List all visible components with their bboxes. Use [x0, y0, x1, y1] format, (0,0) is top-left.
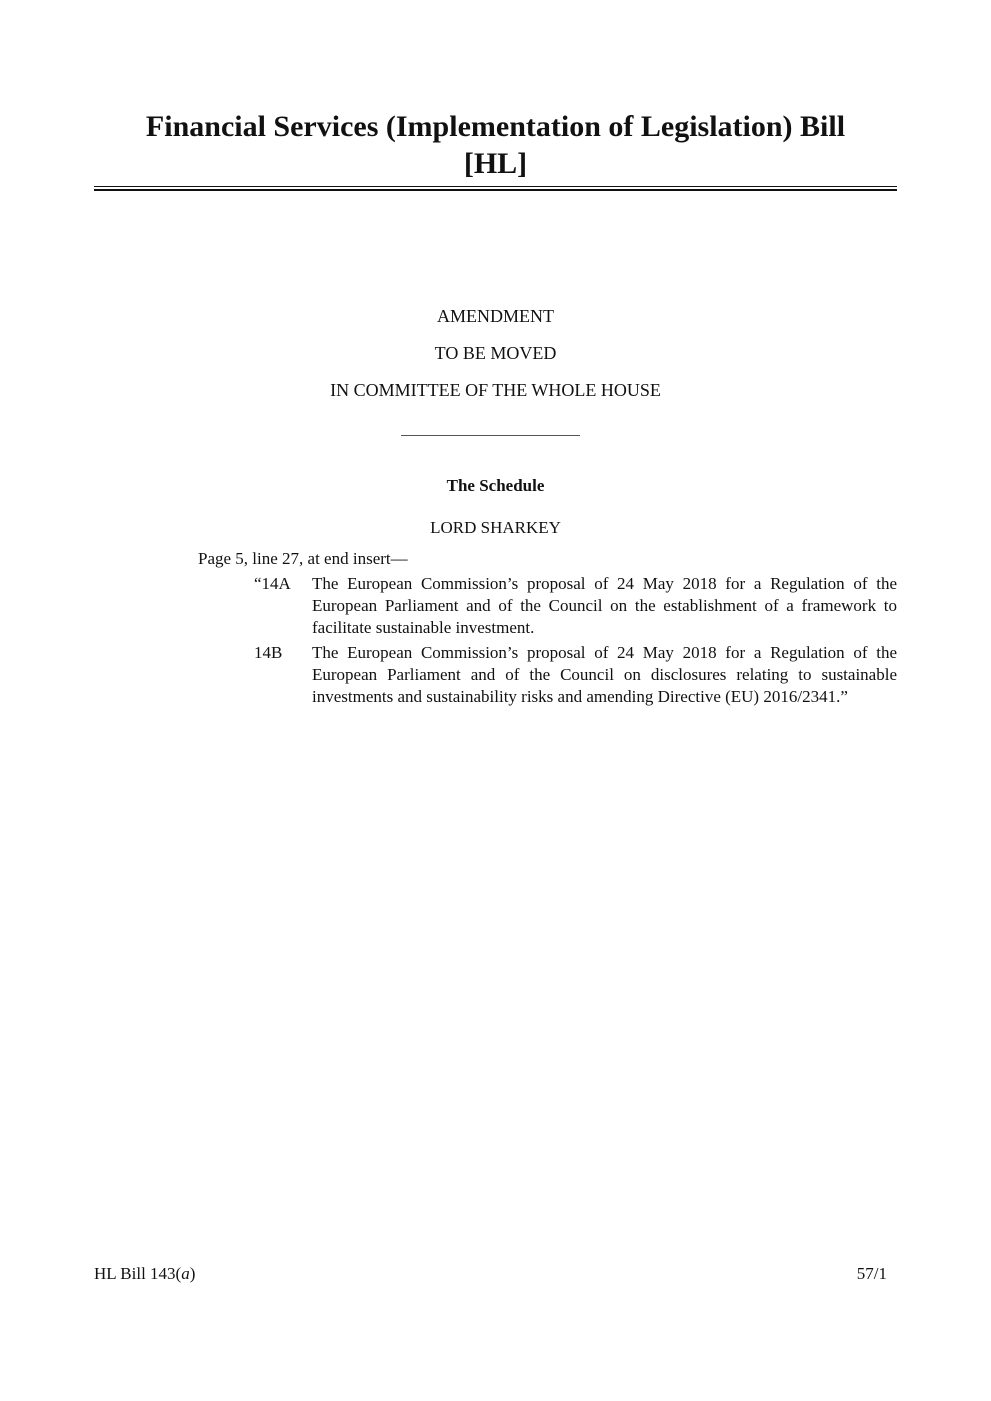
- heading-to-be-moved: TO BE MOVED: [434, 343, 557, 363]
- bill-ref-prefix: HL Bill 143(: [94, 1264, 182, 1283]
- paragraph-number: 14B: [254, 643, 283, 662]
- amendment-paragraph-14b: [254, 642, 897, 708]
- paragraph-text: The European Commission’s proposal of 24 May 2018 for a Regulation of the European Parliament and of the Council on the establishment of a framework to facilitate sustainable investment.: [312, 574, 897, 637]
- paragraph-text: The European Commission’s proposal of 24 May 2018 for a Regulation of the European Parliament and of the Council on disclosures relating to sustainable investments and sustainability risks and amending Directive (EU) 2016/2341.”: [312, 643, 897, 706]
- bill-ref-italic: a: [181, 1264, 190, 1283]
- paragraph-number: “14A: [254, 574, 291, 593]
- document-title: [94, 108, 897, 182]
- bill-ref-suffix: ): [189, 1264, 196, 1283]
- title-line-2: [HL]: [463, 147, 528, 180]
- mover-name: LORD SHARKEY: [430, 518, 561, 537]
- separator-rule: [401, 435, 580, 436]
- heading-committee: IN COMMITTEE OF THE WHOLE HOUSE: [330, 380, 661, 400]
- amendment-instruction: Page 5, line 27, at end insert—: [198, 549, 408, 568]
- amendment-paragraph-14a: [254, 573, 897, 639]
- section-heading: The Schedule: [446, 476, 545, 495]
- footer-bill-reference: [94, 1264, 195, 1284]
- title-double-rule: [94, 186, 897, 191]
- footer-amendment-number: 57/1: [856, 1264, 887, 1283]
- title-line-1: Financial Services (Implementation of Legislation) Bill: [145, 110, 846, 143]
- heading-amendment: AMENDMENT: [437, 306, 554, 326]
